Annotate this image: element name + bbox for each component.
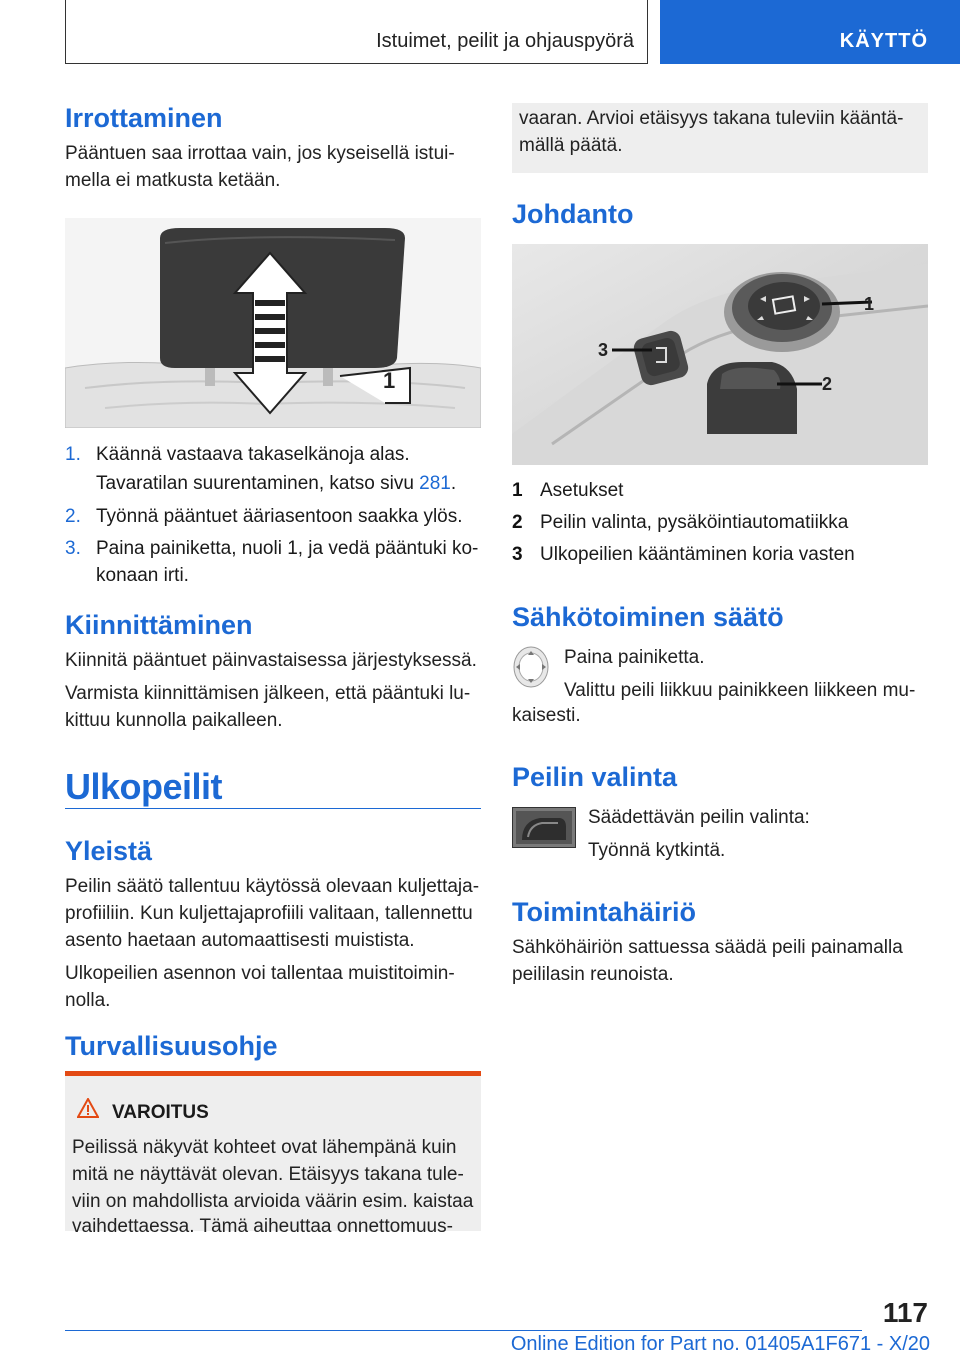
- yleista-p1-line1: Peilin säätö tallentuu käytössä olevaan kuljettaja‐: [65, 876, 480, 897]
- kiinnittaminen-p2-line2: kittuu kunnolla paikalleen.: [65, 710, 283, 731]
- legend-text: Ulkopeilien kääntäminen koria vasten: [540, 544, 855, 565]
- step-number: 1.: [65, 444, 81, 465]
- warning-line4: vaihdettaessa. Tämä aiheuttaa onnettomuus‐: [72, 1216, 453, 1237]
- step-text-cont: konaan irti.: [96, 565, 189, 586]
- sahkotoiminen-p1: Paina painiketta.: [564, 647, 705, 668]
- heading-peilin-valinta: Peilin valinta: [512, 762, 678, 792]
- figure-callout-1: 1: [864, 294, 875, 314]
- heading-turvallisuusohje: Turvallisuusohje: [65, 1031, 278, 1061]
- legend-item: [512, 541, 855, 568]
- heading-yleista: Yleistä: [65, 836, 153, 866]
- yleista-p2-line2: nolla.: [65, 990, 111, 1011]
- warning-line1: Peilissä näkyvät kohteet ovat lähempänä kuin: [72, 1137, 457, 1158]
- warning-cont-line2: mällä päätä.: [519, 135, 623, 156]
- heading-ulkopeilit: Ulkopeilit: [65, 766, 223, 807]
- heading-kiinnittaminen: Kiinnittäminen: [65, 610, 253, 640]
- legend-number: 3: [512, 544, 523, 565]
- legend-number: 1: [512, 480, 523, 501]
- mirror-select-switch-icon: [512, 807, 576, 848]
- step-number: 3.: [65, 538, 81, 559]
- warning-title: VAROITUS: [112, 1102, 209, 1123]
- warning-line3: viin on mahdollista arvioida väärin esim. kaistaa: [72, 1191, 474, 1212]
- toimintahairio-line2: peililasin reunoista.: [512, 964, 674, 985]
- sahkotoiminen-p2-line2: kaisesti.: [512, 705, 581, 726]
- legend-item: [512, 509, 848, 536]
- kiinnittaminen-p2-line1: Varmista kiinnittämisen jälkeen, että pääntuki lu‐: [65, 683, 471, 704]
- legend-item: [512, 477, 623, 504]
- irrottaminen-line2: mella ei matkusta ketään.: [65, 170, 281, 191]
- step-text: Käännä vastaava takaselkänoja alas.: [96, 444, 410, 465]
- list-item: [65, 503, 485, 530]
- headrest-callout-1: 1: [383, 368, 396, 393]
- yleista-p2-line1: Ulkopeilien asennon voi tallentaa muistitoimin‐: [65, 963, 455, 984]
- list-item: [65, 535, 485, 562]
- step-number: 2.: [65, 506, 81, 527]
- mirror-adjust-button-icon: [512, 645, 550, 689]
- page-link[interactable]: 281: [419, 473, 451, 494]
- legend-text: Asetukset: [540, 480, 624, 501]
- warning-triangle-icon: [77, 1098, 99, 1118]
- yleista-p1-line3: asento haetaan automaattisesti muistista.: [65, 930, 415, 951]
- step-subtext: Tavaratilan suurentaminen, katso sivu: [96, 473, 420, 494]
- peilin-valinta-p2: Työnnä kytkintä.: [588, 840, 726, 861]
- sahkotoiminen-p2-line1: Valittu peili liikkuu painikkeen liikkeen mu‐: [564, 680, 916, 701]
- warning-box-continued: [512, 103, 928, 173]
- section-divider: [65, 808, 481, 809]
- footer-edition: Online Edition for Part no. 01405A1F671 - X/20: [510, 1333, 930, 1355]
- heading-johdanto: Johdanto: [512, 199, 634, 229]
- warning-cont-line1: vaaran. Arvioi etäisyys takana tuleviin kääntä‐: [519, 108, 904, 129]
- warning-line2: mitä ne näyttävät olevan. Etäisyys takana tule‐: [72, 1164, 464, 1185]
- section-tab-label: KÄYTTÖ: [839, 30, 928, 52]
- warning-box: [65, 1071, 481, 1237]
- yleista-p1-line2: profiiliin. Kun kuljettajaprofiili valitaan, tallennettu: [65, 903, 473, 924]
- heading-sahkotoiminen-saato: Sähkötoiminen säätö: [512, 602, 784, 632]
- step-subtext-end: .: [450, 473, 457, 494]
- chapter-title: Istuimet, peilit ja ohjauspyörä: [376, 30, 634, 52]
- heading-irrottaminen: Irrottaminen: [65, 103, 223, 133]
- page-number: 117: [882, 1297, 928, 1328]
- figure-callout-3: 3: [598, 340, 609, 360]
- irrottaminen-line1: Pääntuen saa irrottaa vain, jos kyseisellä istui‐: [65, 143, 455, 164]
- mirror-control-figure: [512, 244, 928, 465]
- figure-callout-2: 2: [822, 374, 833, 394]
- headrest-figure: [65, 218, 481, 428]
- list-item: [65, 441, 485, 468]
- toimintahairio-line1: Sähköhäiriön sattuessa säädä peili painamalla: [512, 937, 903, 958]
- kiinnittaminen-p1: Kiinnitä pääntuet päinvastaisessa järjestyksessä.: [65, 650, 477, 671]
- legend-number: 2: [512, 512, 523, 533]
- step-text: Paina painiketta, nuoli 1, ja vedä pääntuki ko‐: [96, 538, 479, 559]
- legend-text: Peilin valinta, pysäköintiautomatiikka: [540, 512, 849, 533]
- step-text: Työnnä pääntuet ääriasentoon saakka ylös.: [96, 506, 463, 527]
- peilin-valinta-p1: Säädettävän peilin valinta:: [588, 807, 810, 828]
- section-tab[interactable]: [660, 0, 960, 64]
- heading-toimintahairio: Toimintahäiriö: [512, 897, 697, 927]
- footer-divider: [65, 1330, 862, 1331]
